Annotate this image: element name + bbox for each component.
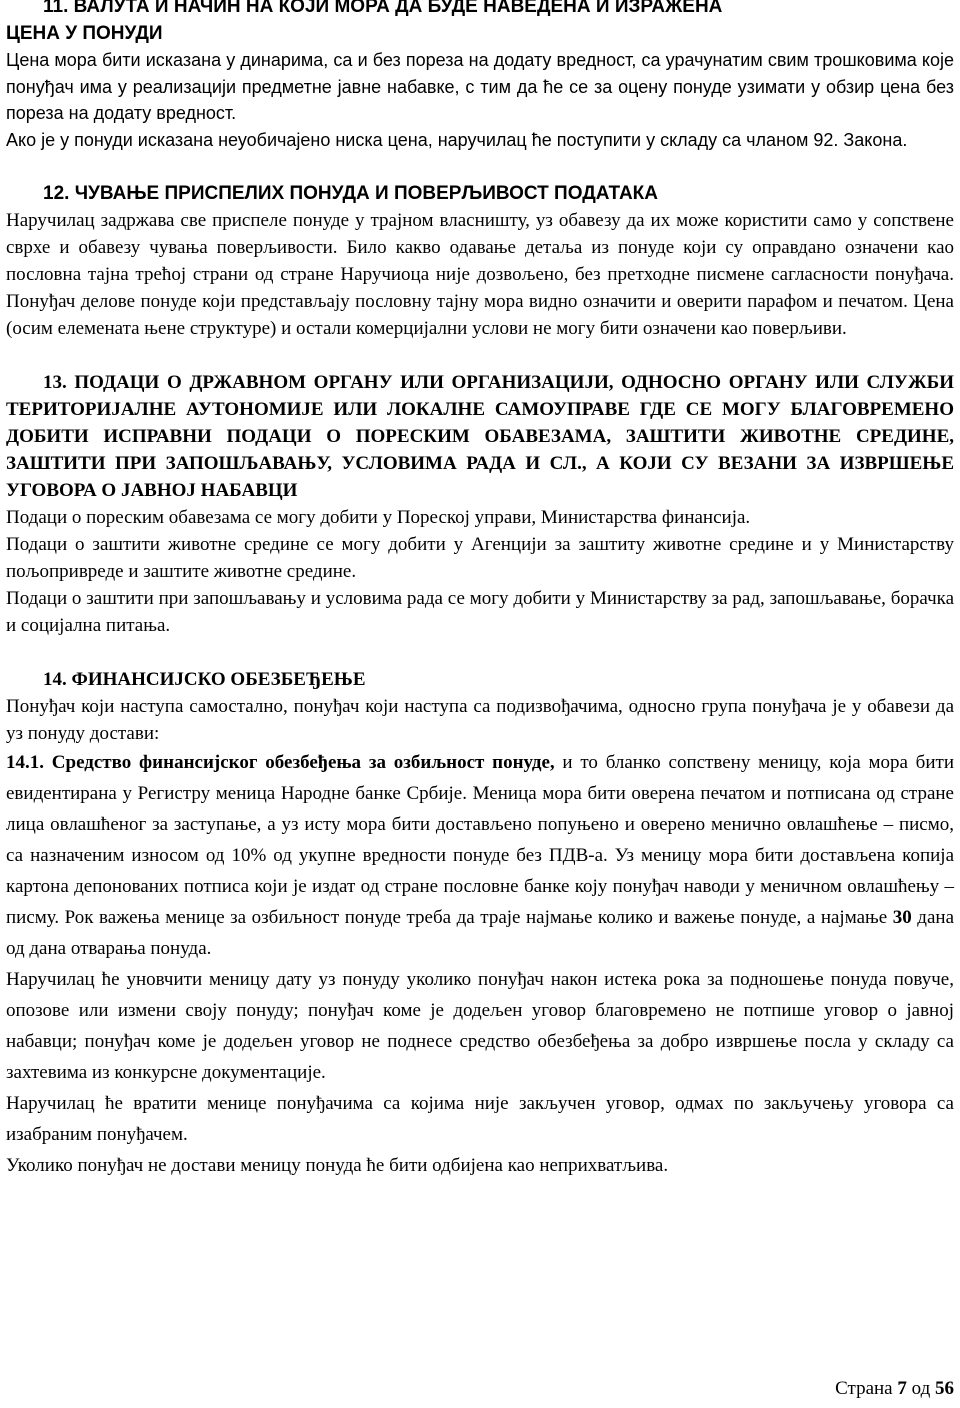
section-14-item-1-heading: 14.1. Средство финансијског обезбеђења за озбиљност понуде,	[6, 752, 555, 773]
page-footer	[835, 1375, 954, 1402]
section-12-paragraph-1: Наручилац задржава све приспеле понуде у трајном власништу, уз обавезу да их може користити само у сопствене сврхе и обавезу чувања поверљивости. Било какво одавање детаља из понуде који су оправдано означени као пословна тајна трећој страни од стране Наручиоца није дозвољено, без претходне писмене сагласности понуђача. Понуђач делове понуде који представљају пословну тајну мора видно означити и оверити парафом и печатом. Цена (осим елемената њене структуре) и остали комерцијални услови не могу бити означени као поверљиви.	[6, 210, 954, 339]
section-12-title: 12. ЧУВАЊЕ ПРИСПЕЛИХ ПОНУДА И ПОВЕРЉИВОСТ ПОДАТАКА	[43, 183, 658, 204]
section-11-title-line-2: ЦЕНА У ПОНУДИ	[6, 22, 163, 44]
section-11-paragraph-2: Ако је у понуди исказана неуобичајено ниска цена, наручилац ће поступити у складу са чланом 92. Закона.	[6, 129, 908, 150]
section-14	[6, 666, 954, 1181]
section-13-paragraph-1: Подаци о пореским обавезама се могу добити у Пореској управи, Министарства финансија.	[6, 507, 751, 528]
section-14-paragraph-3: Наручилац ће вратити менице понуђачима са којима није закључен уговор, одмах по закључењу уговора са изабраним понуђачем.	[6, 1093, 954, 1145]
section-11	[6, 0, 954, 153]
section-14-title: 14. ФИНАНСИЈСКО ОБЕЗБЕЂЕЊЕ	[43, 669, 366, 690]
section-11-title	[6, 0, 954, 47]
footer-middle: од	[906, 1378, 935, 1399]
section-13	[6, 369, 954, 639]
section-14-intro: Понуђач који наступа самостално, понуђач који наступа са подизвођачима, односно група понуђача је у обавези да уз понуду достави:	[6, 696, 954, 744]
section-13-paragraph-2: Подаци о заштити животне средине се могу добити у Агенцији за заштиту животне средине и у Министарству пољопривреде и заштите животне средине.	[6, 534, 954, 582]
section-14-item-1-text-a: и то бланко сопствену меницу, која мора бити евидентирана у Регистру меница Народне банке Србије. Меница мора бити оверена печатом и потписана од стране лица овлашћеног за заступање, а уз исту мора бити достављено попуњено и оверено менично овлашћење – писмо, са назначеним износом од 10% од укупне вредности понуде без ПДВ-а. Уз меницу мора бити достављена копија картона депонованих потписа који је издат од стране пословне банке коју понуђач наводи у меничном овлашћењу – писму. Рок важења менице за озбиљност понуде треба да траје најмање колико и важење понуде, а најмање	[6, 752, 954, 928]
footer-page-total: 56	[935, 1378, 954, 1399]
section-14-item-1-text-b: дана од дана отварања понуда.	[6, 907, 954, 959]
section-14-paragraph-2: Наручилац ће уновчити меницу дату уз понуду уколико понуђач након истека рока за подношење понуда повуче, опозове или измени своју понуду; понуђач коме је додељен уговор благовремено не потпише уговор о јавној набавци; понуђач коме је додељен уговор не поднесе средство обезбеђења за добро извршење посла у складу са захтевима из конкурсне документације.	[6, 969, 954, 1083]
footer-prefix: Страна	[835, 1378, 898, 1399]
section-11-title-line-1: 11. ВАЛУТА И НАЧИН НА КОЈИ МОРА ДА БУДЕ НАВЕДЕНА И ИЗРАЖЕНА	[43, 0, 723, 17]
section-14-item-1	[6, 747, 954, 964]
section-13-title: 13. ПОДАЦИ О ДРЖАВНОМ ОРГАНУ ИЛИ ОРГАНИЗАЦИЈИ, ОДНОСНО ОРГАНУ ИЛИ СЛУЖБИ ТЕРИТОРИЈАЛНЕ АУТОНОМИЈЕ ИЛИ ЛОКАЛНЕ САМОУПРАВЕ ГДЕ СЕ МОГУ БЛАГОВРЕМЕНО ДОБИТИ ИСПРАВНИ ПОДАЦИ О ПОРЕСКИМ ОБАВЕЗАМА, ЗАШТИТИ ЖИВОТНЕ СРЕДИНЕ, ЗАШТИТИ ПРИ ЗАПОШЉАВАЊУ, УСЛОВИМА РАДА И СЛ., А КОЈИ СУ ВЕЗАНИ ЗА ИЗВРШЕЊЕ УГОВОРА О ЈАВНОЈ НАБАВЦИ	[6, 372, 954, 501]
section-12	[6, 180, 954, 342]
section-14-paragraph-4: Уколико понуђач не достави меницу понуда ће бити одбијена као неприхватљива.	[6, 1155, 669, 1176]
section-11-paragraph-1: Цена мора бити исказана у динарима, са и без пореза на додату вредност, са урачунатим свим трошковима које понуђач има у реализацији предметне јавне набавке, с тим да ће се за оцену понуде узимати у обзир цена без пореза на додату вредност.	[6, 50, 954, 123]
section-14-item-1-days: 30	[892, 907, 912, 928]
footer-page-number: 7	[897, 1378, 907, 1399]
section-13-paragraph-3: Подаци о заштити при запошљавању и условима рада се могу добити у Министарству за рад, запошљавање, борачка и социјална питања.	[6, 588, 954, 636]
